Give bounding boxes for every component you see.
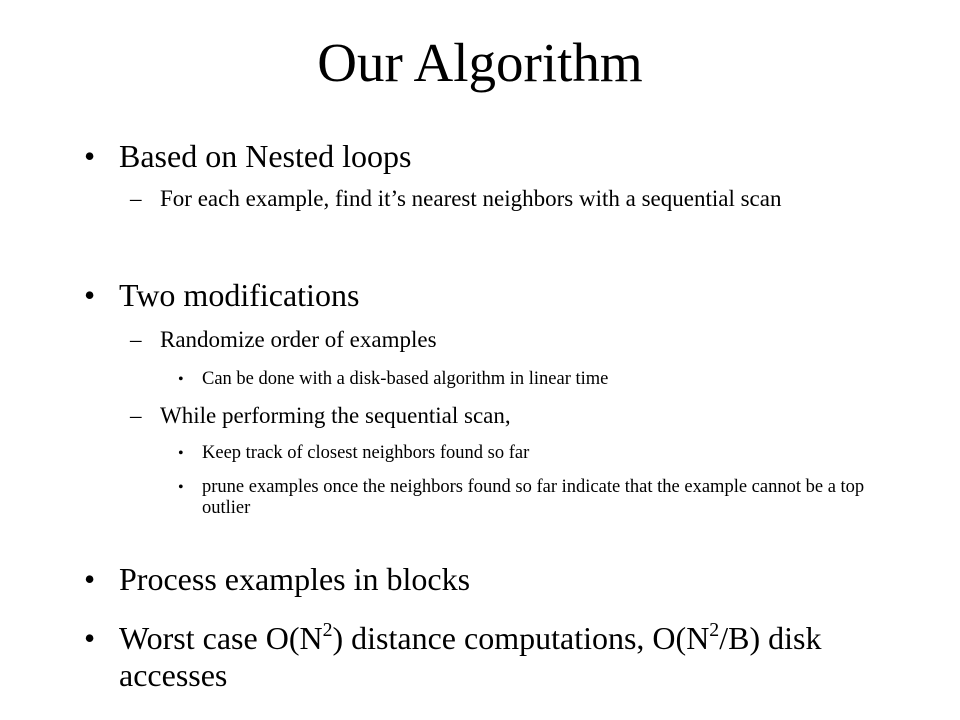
superscript-2: 2 xyxy=(709,619,720,642)
sub-sub-bullet-disk-based xyxy=(178,369,882,390)
dash-marker: – xyxy=(130,403,142,428)
bullet-marker: • xyxy=(178,445,184,462)
bullet-process-blocks xyxy=(84,561,879,598)
bullet-marker: • xyxy=(84,138,96,174)
bullet-text: Based on Nested loops xyxy=(119,138,412,174)
bullet-marker: • xyxy=(178,371,184,388)
sub-sub-bullet-keep-track xyxy=(178,443,882,464)
sub-bullet-randomize xyxy=(130,327,840,353)
bullet-two-modifications xyxy=(84,277,879,314)
bullet-text-worst-case xyxy=(119,620,879,694)
bullet-marker: • xyxy=(84,277,96,313)
slide-title: Our Algorithm xyxy=(317,32,643,93)
worst-case-part3: /B) disk accesses xyxy=(119,620,822,693)
sub-sub-bullet-text: Can be done with a disk-based algorithm in linear time xyxy=(202,369,609,389)
sub-bullet-text: For each example, find it’s nearest neighbors with a sequential scan xyxy=(160,186,782,211)
sub-bullet-text: While performing the sequential scan, xyxy=(160,403,511,428)
sub-bullet-text: Randomize order of examples xyxy=(160,327,437,352)
bullet-worst-case xyxy=(84,620,879,694)
bullet-text: Process examples in blocks xyxy=(119,561,471,597)
sub-sub-bullet-text: prune examples once the neighbors found so far indicate that the example cannot be a top outlier xyxy=(202,477,865,518)
sub-bullet-nearest-neighbors xyxy=(130,186,840,212)
bullet-marker: • xyxy=(84,561,96,597)
worst-case-part2: ) distance computations, O(N xyxy=(332,620,710,656)
bullet-text: Two modifications xyxy=(119,277,360,313)
dash-marker: – xyxy=(130,186,142,211)
sub-sub-bullet-text: Keep track of closest neighbors found so far xyxy=(202,443,530,463)
bullet-marker: • xyxy=(84,620,96,656)
bullet-marker: • xyxy=(178,479,184,496)
sub-bullet-sequential-scan xyxy=(130,403,840,429)
dash-marker: – xyxy=(130,327,142,352)
bullet-nested-loops xyxy=(84,138,879,175)
superscript-2: 2 xyxy=(322,619,333,642)
worst-case-part1: Worst case O(N xyxy=(119,620,323,656)
sub-sub-bullet-prune xyxy=(178,477,882,519)
